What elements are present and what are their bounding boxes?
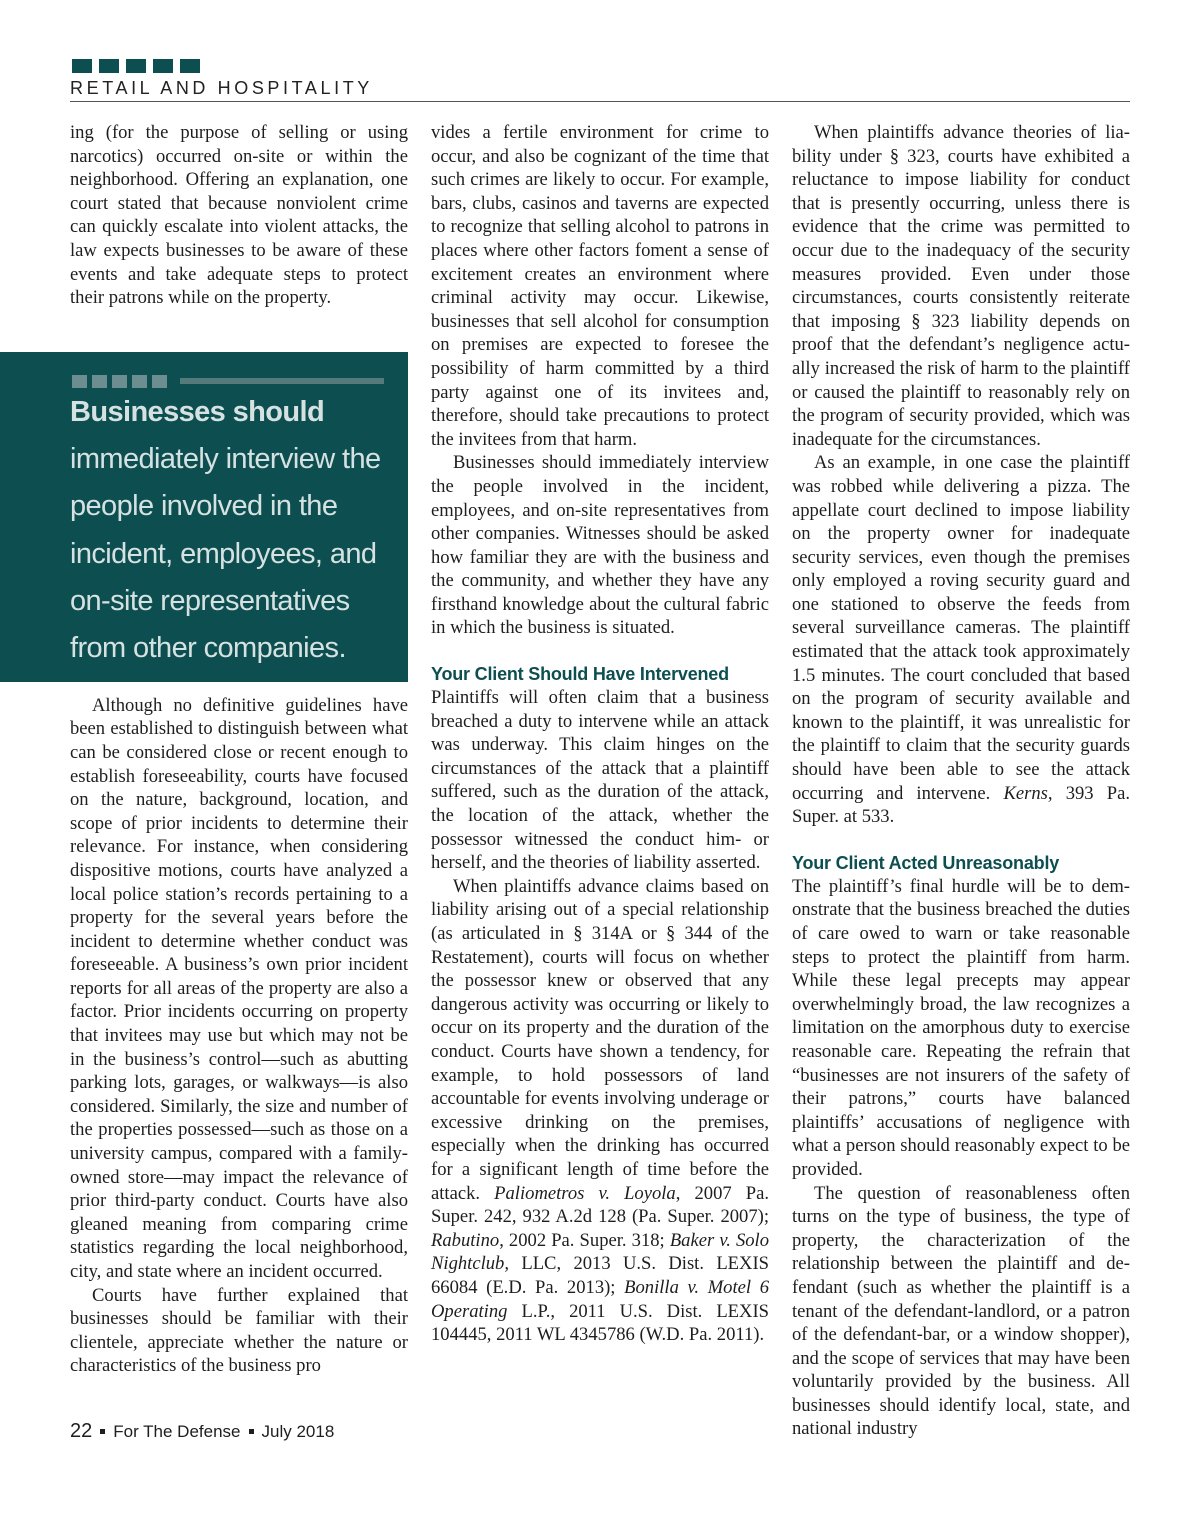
bullet-separator: [249, 1429, 254, 1434]
marker-square: [99, 59, 119, 73]
paragraph: When plaintiffs advance claims based on liability arising out of a special relationship (as articulated in § 314A or § 344 of the Restatement), courts will focus on whether the possessor knew or observed that any dangerous activity was occurring or likely to occur on its property and the duration of the conduct. Courts have shown a tendency, for example, to hold possessors of land accountable for events involving underage or excessive drinking on the premises, especially when the drinking has occurred for a significant length of time before the attack. Paliometros v. Loyola, 2007 Pa. Super. 242, 932 A.2d 128 (Pa. Super. 2007); Rabutino, 2002 Pa. Super. 318; Baker v. Solo Nightclub, LLC, 2013 U.S. Dist. LEXIS 66084 (E.D. Pa. 2013); Bonilla v. Motel 6 Operating L.P., 2011 U.S. Dist. LEXIS 104445, 2011 WL 4345786 (W.D. Pa. 2011).: [431, 875, 770, 1346]
paragraph: The question of reasonableness often turns on the type of business, the type of property, the characterization of the relationship between the plaintiff and defendant (such as whether the plaintiff is a tenant of the defendant-landlord, or a patron of the defendant-bar, or a window shopper), and the scope of services that may have been voluntarily provided by the business. All businesses should identify local, state, and national industry: [792, 1182, 1130, 1440]
paragraph: vides a fertile environment for crime to occur, and also be cognizant of the time that such crimes are likely to occur. For example, bars, clubs, casinos and taverns are expected to recognize that selling alcohol to patrons in places where other factors foment a sense of excitement creates an environment where criminal activity may occur. Likewise, businesses that sell alcohol for consumption on premises are expected to foresee the possibility of harm committed by a third party against one of its invitees and, therefore, should take precautions to protect the invitees from that harm.: [431, 122, 769, 450]
publication-name: For The Defense: [113, 1421, 241, 1441]
section-label: RETAIL AND HOSPITALITY: [70, 78, 373, 98]
marker-square: [72, 59, 92, 73]
section-marker-squares: [72, 59, 200, 73]
paragraph: Courts have further explained that businesses should be familiar with their clientele, appreciate whether the nature or characteristics of the business pro: [70, 1284, 408, 1377]
marker-square: [180, 59, 200, 73]
marker-square: [126, 59, 146, 73]
pull-quote-body: immediately interview the people involved in the incident, employees, and on-site representatives from other companies.: [70, 443, 381, 665]
marker-square: [152, 375, 167, 388]
pull-quote-lead: Businesses should: [70, 396, 325, 428]
subheading: Your Client Acted Unreasonably: [792, 852, 1060, 873]
paragraph: Businesses should immediately interview the people involved in the incident, employees, and on-site representatives from other companies. Witnesses should be asked how familiar they are with the business and the community, and whether they have any firsthand knowledge about the cultural fabric in which the business is situated.: [431, 452, 769, 639]
case-citation: Bonilla v. Motel 6 Operating: [431, 1276, 770, 1322]
paragraph: Although no definitive guidelines have been established to distinguish between what can be considered close or recent enough to establish foreseeability, courts have focused on the nature, background, location, and scope of prior incidents to determine their relevance. For instance, when considering dispositive motions, courts have analyzed a local police station’s records pertaining to a property for the several years before the incident to determine whether conduct was foreseeable. A business’s own prior incident reports for all areas of the property are also a factor. Prior incidents occurring on property that invitees may use but which may not be in the business’s control—such as abutting parking lots, garages, or walkways—is also considered. Similarly, the size and number of the properties possessed—such as those on a university campus, compared with a family-owned store—may impact the relevance of prior third-party conduct. Courts have also gleaned meaning from comparing crime statistics regarding the local neighborhood, city, and state where an incident occurred.: [70, 694, 408, 1282]
marker-square: [72, 375, 87, 388]
pull-quote: [0, 352, 408, 682]
marker-square: [132, 375, 147, 388]
bullet-separator: [100, 1429, 105, 1434]
case-citation: Baker v. Solo Nightclub,: [431, 1229, 769, 1275]
page-number: 22: [70, 1420, 93, 1442]
marker-square: [112, 375, 127, 388]
issue-date: July 2018: [261, 1421, 335, 1441]
column-1: [70, 121, 408, 1378]
column-2: [431, 121, 769, 1347]
marker-square: [153, 59, 173, 73]
column-3: [792, 121, 1130, 1441]
header-rule: [70, 101, 1130, 102]
paragraph: Plaintiffs will often claim that a business breached a duty to intervene while an attack was underway. This claim hinges on the circumstances of the attack that a plaintiff suffered, such as the duration of the attack, the location of the attack, whether the possessor witnessed the conduct him- or herself, and the theories of liability asserted.: [431, 687, 769, 874]
case-citation: Paliometros v. Loyola: [494, 1182, 676, 1204]
pull-quote-squares: [72, 375, 167, 388]
paragraph: When plaintiffs advance theories of liability under § 323, courts have exhibited a reluctance to impose liability for conduct that is presently occurring, unless there is evidence that the crime was permitted to occur due to the inadequacy of the security measures provided. Even under those circumstances, courts consistently reiterate that imposing § 323 liability depends on proof that the defendant’s negligence actually increased the risk of harm to the plaintiff or caused the plaintiff to reasonably rely on the program of security provided, which was inadequate for the circumstances.: [792, 122, 1130, 450]
pull-quote-line: [180, 378, 384, 384]
case-citation: Rabutino: [431, 1229, 500, 1251]
subheading: Your Client Should Have Intervened: [431, 664, 729, 685]
paragraph: ing (for the purpose of selling or using narcotics) occurred on-site or within the neighborhood. Offering an explanation, one court stated that because nonviolent crime can quickly escalate into violent attacks, the law expects businesses to be aware of these events and take adequate steps to protect their patrons while on the property.: [70, 122, 408, 309]
pull-quote-text: [70, 389, 400, 672]
marker-square: [92, 375, 107, 388]
paragraph: The plaintiff’s final hurdle will be to demonstrate that the business breached the duties of care owed to warn or take reasonable steps to protect the plaintiff from harm. While these legal precepts may appear overwhelmingly broad, the law recognizes a limitation on the amorphous duty to exercise reasonable care. Repeating the refrain that “businesses are not insurers of the safety of their patrons,” courts have balanced plaintiffs’ accusations of negligence with what a person should reasonably expect to be provided.: [792, 875, 1130, 1180]
paragraph: As an example, in one case the plaintiff was robbed while delivering a pizza. The appellate court declined to impose liability on the property owner for inadequate security services, even though the premises only employed a roving security guard and one stationed to observe the feeds from several surveillance cameras. The plaintiff estimated that the attack took approximately 1.5 minutes. The court concluded that based on the program of security available and known to the plaintiff, it was unrealistic for the plaintiff to claim that the security guards should have been able to see the attack occurring and intervene. Kerns, 393 Pa. Super. at 533.: [792, 452, 1130, 828]
case-citation: Kerns,: [1003, 782, 1053, 804]
page-footer: [70, 1420, 334, 1443]
